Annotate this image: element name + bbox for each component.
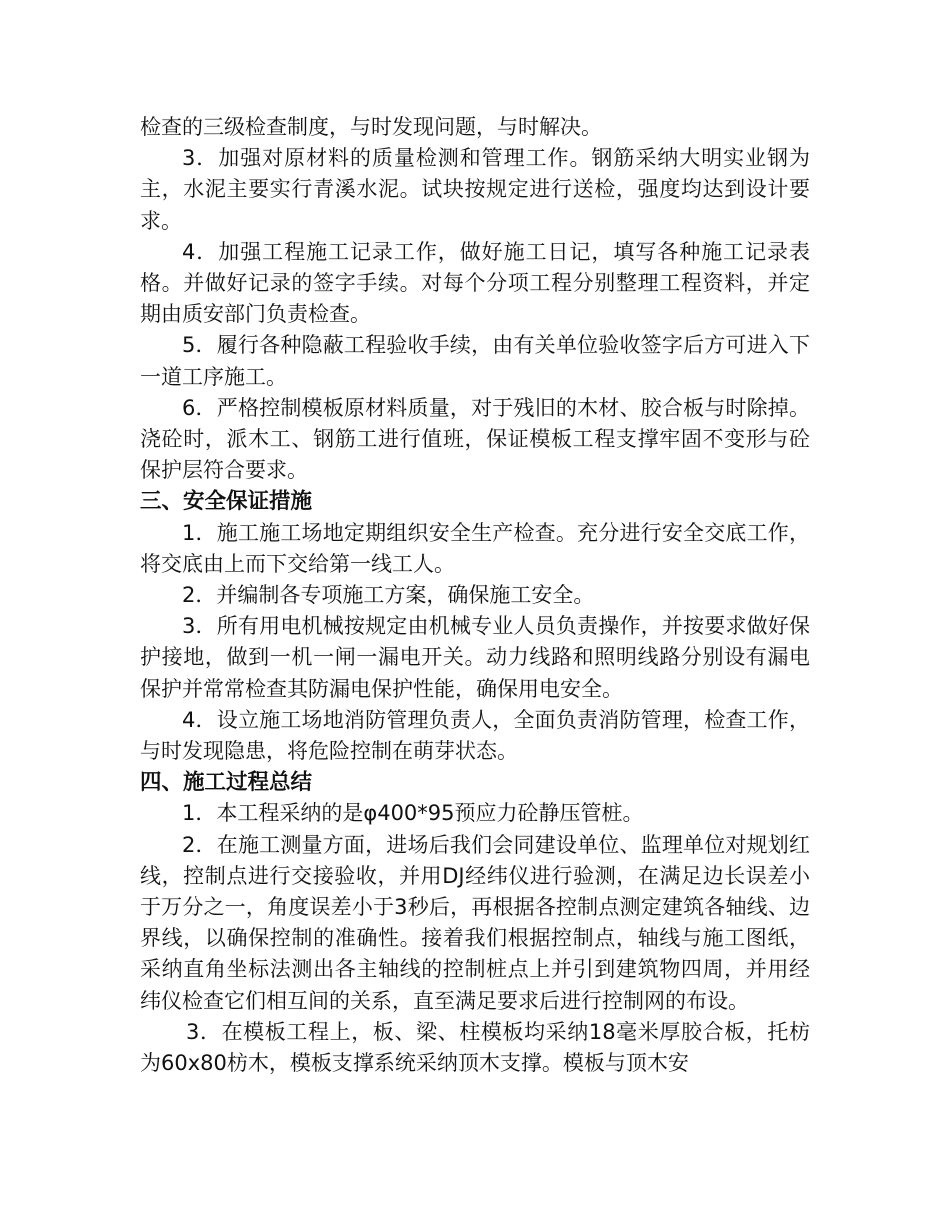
paragraph-safety-2: 2．并编制各专项施工方案，确保施工安全。 [182,583,595,608]
paragraph-item-5-acceptance: 5．履行各种隐蔽工程验收手续，由有关单位验收签字后方可进入下一道工序施工。 [140,333,810,389]
paragraph-item-6-formwork: 6．严格控制模板原材料质量，对于残旧的木材、胶合板与时除掉。浇砼时，派木工、钢筋工进行值班，保证模板工程支撑牢固不变形与砼保护层符合要求。 [140,395,810,483]
paragraph-safety-1: 1．施工施工场地定期组织安全生产检查。充分进行安全交底工作，将交底由上而下交给第一线工人。 [140,520,810,576]
paragraph-item-4-records: 4．加强工程施工记录工作，做好施工日记，填写各种施工记录表格。并做好记录的签字手续。对每个分项工程分别整理工程资料，并定期由质安部门负责检查。 [140,239,810,327]
paragraph-safety-4: 4．设立施工场地消防管理负责人，全面负责消防管理，检查工作，与时发现隐患，将危险控制在萌芽状态。 [140,707,810,764]
document-page [140,112,810,1079]
paragraph-summary-1: 1．本工程采纳的是φ400*95预应力砼静压管桩。 [182,801,644,826]
paragraph-safety-3: 3．所有用电机械按规定由机械专业人员负责操作，并按要求做好保护接地，做到一机一闸一漏电开关。动力线路和照明线路分别设有漏电保护并常常检查其防漏电保护性能，确保用电安全。 [140,614,810,701]
paragraph-item-3-materials: 3．加强对原材料的质量检测和管理工作。钢筋采纳大明实业钢为主，水泥主要实行青溪水泥。试块按规定进行送检，强度均达到设计要求。 [140,146,810,233]
paragraph-summary-3: 3．在模板工程上，板、梁、柱模板均采纳18毫米厚胶合板，托枋为60x80枋木，模板支撑系统采纳顶木支撑。模板与顶木安 [140,1019,810,1076]
section-heading-summary: 四、施工过程总结 [140,770,313,796]
section-heading-safety: 三、安全保证措施 [140,489,313,515]
paragraph-summary-2: 2．在施工测量方面，进场后我们会同建设单位、监理单位对规划红线，控制点进行交接验收，并用DJ经纬仪进行验测，在满足边长误差小于万分之一，角度误差小于3秒后，再根据各控制点测定建筑各轴线、边界线，以确保控制的准确性。接着我们根据控制点，轴线与施工图纸，采纳直角坐标法测出各主轴线的控制桩点上并引到建筑物四周，并用经纬仪检查它们相互间的关系，直至满足要求后进行控制网的布设。 [140,832,810,1013]
paragraph-continuation: 检查的三级检查制度，与时发现问题，与时解决。 [140,115,602,139]
